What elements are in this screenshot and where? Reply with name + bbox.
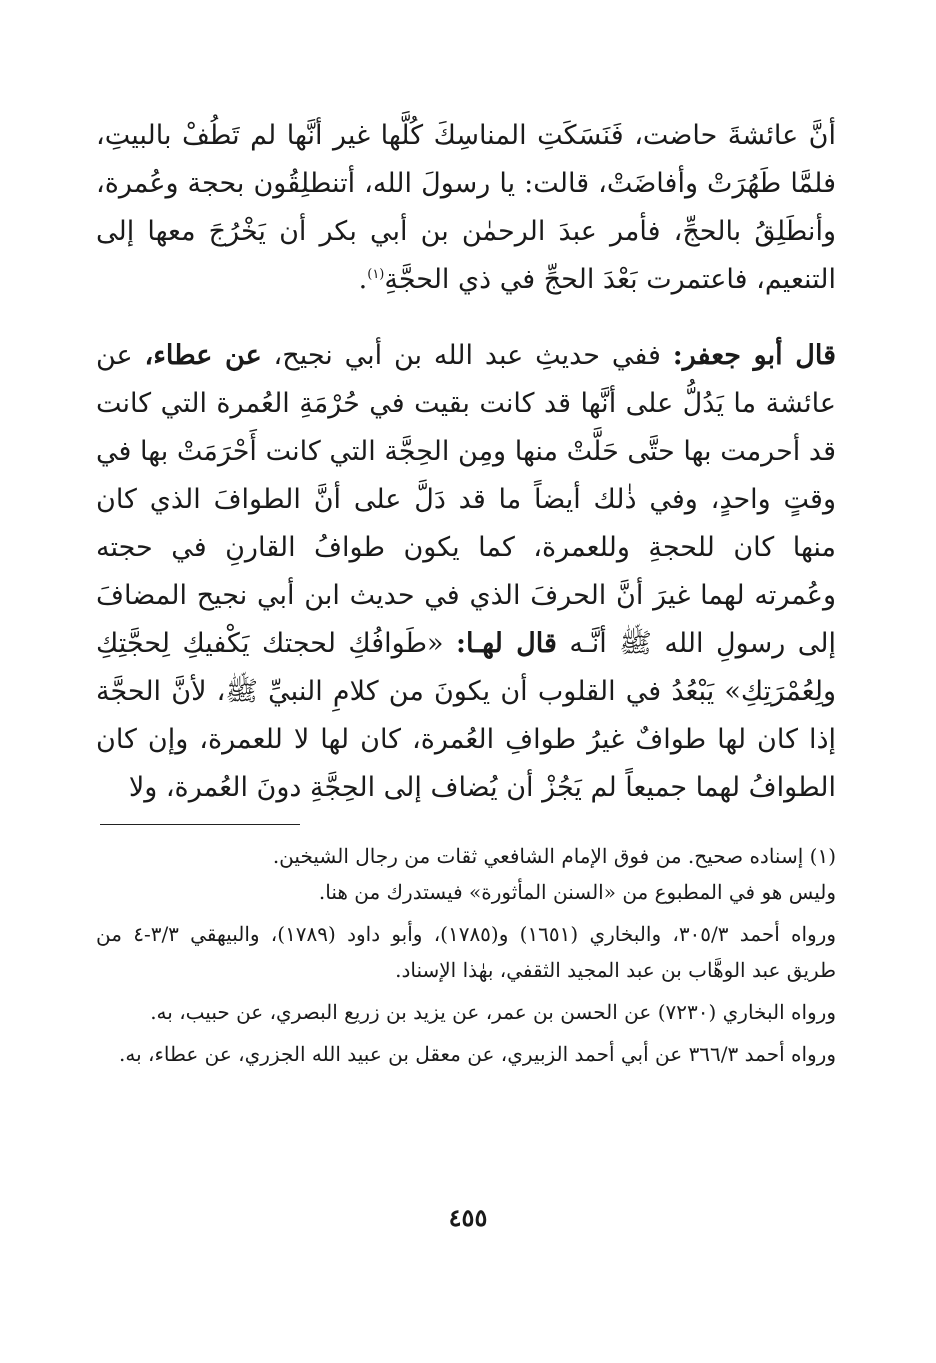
footnote-divider (100, 824, 300, 825)
footnote-line: وليس هو في المطبوع من «السنن المأثورة» فيستدرك من هنا. (318, 880, 836, 904)
narrator-label: عن عطاء، (144, 340, 262, 371)
footnote-line: (١) إسناده صحيح. من فوق الإمام الشافعي ثقات من رجال الشيخين. (272, 844, 836, 868)
footnote-line: ورواه البخاري (٧٢٣٠) عن الحسن بن عمر، عن يزيد بن زريع البصري، عن حبيب، به. (150, 1000, 836, 1024)
footnote-reference: (١) (367, 267, 385, 282)
footnote-line: ورواه أحمد ٣٦٦/٣ عن أبي أحمد الزبيري، عن معقل بن عبيد الله الجزري، عن عطاء، به. (119, 1042, 836, 1066)
paragraph-hadith-text: أنَّ عائشةَ حاضت، فَنَسَكَتِ المناسِكَ كُلَّها غير أنَّها لم تَطُفْ بالبيتِ، فلمَّا طَهُرَتْ وأفاضَتْ، قالت: يا رسولَ الله، أتنطلِقُون بحجة وعُمرة، وأنطَلِقُ بالحجِّ، فأمر عبدَ الرحمٰن بن أبي بكر أن يَخْرُجَ معها إلى التنعيم، فاعتمرت بَعْدَ الحجِّ في ذي الحجَّةِ (96, 120, 836, 295)
paragraph-commentary (96, 332, 836, 812)
footnotes (96, 838, 836, 1078)
footnote-line: ورواه أحمد ٣٠٥/٣، والبخاري (١٦٥١) و(١٧٨٥)، وأبو داود (١٧٨٩)، والبيهقي ٣/٣-٤ من طريق عبد الوهَّاب بن عبد المجيد الثقفي، بهٰذا الإسناد. (96, 922, 837, 982)
paragraph-hadith: أنَّ عائشةَ حاضت، فَنَسَكَتِ المناسِكَ كُلَّها غير أنَّها لم تَطُفْ بالبيتِ، فلمَّا طَهُرَتْ وأفاضَتْ، قالت: يا رسولَ الله، أتنطلِقُون بحجة وعُمرة، وأنطَلِقُ بالحجِّ، فأمر عبدَ الرحمٰن بن أبي بكر أن يَخْرُجَ معها إلى التنعيم، فاعتمرت بَعْدَ الحجِّ في ذي الحجَّةِ$^{(١)}$. (96, 120, 836, 295)
speaker-label: قال أبو جعفر: (672, 340, 836, 371)
qal-laha-label: قال لهـا: (456, 628, 557, 659)
commentary-text-c: «طَوافُكِ لحجتك يَكْفيكِ لِحجَّتِكِ ولِعُمْرَتِكِ» يَبْعُدُ في القلوب أن يكونَ من كلامِ النبيِّ ﷺ، لأنَّ الحجَّة إذا كان لها طوافٌ غيرُ طوافِ العُمرة، كان لها لا للعمرة، وإن كان الطوافُ لهما جميعاً لم يَجُزْ أن يُضاف إلى الحِجَّةِ دونَ العُمرة، ولا (96, 628, 836, 803)
commentary-text-b: عن عائشة ما يَدُلُّ على أنَّها قد كانت بقيت في حُرْمَةِ العُمرة التي كانت قد أحرمت بها حتَّى حَلَّتْ منها ومِن الحِجَّة التي كانت أَحْرَمَتْ بها في وقتٍ واحدٍ، وفي ذٰلك أيضاً ما قد دَلَّ على أنَّ الطوافَ الذي كان منها كان للحجةِ وللعمرة، كما يكون طوافُ القارنِ في حجته وعُمرته لهما غيرَ أنَّ الحرفَ الذي في حديث ابن أبي نجيح المضافَ إلى رسولِ الله ﷺ أنَّـه (96, 340, 836, 659)
page-number: ٤٥٥ (448, 1203, 488, 1232)
commentary-text-a: ففي حديثِ عبد الله بن أبي نجيح، (261, 340, 673, 371)
main-text (96, 112, 836, 812)
